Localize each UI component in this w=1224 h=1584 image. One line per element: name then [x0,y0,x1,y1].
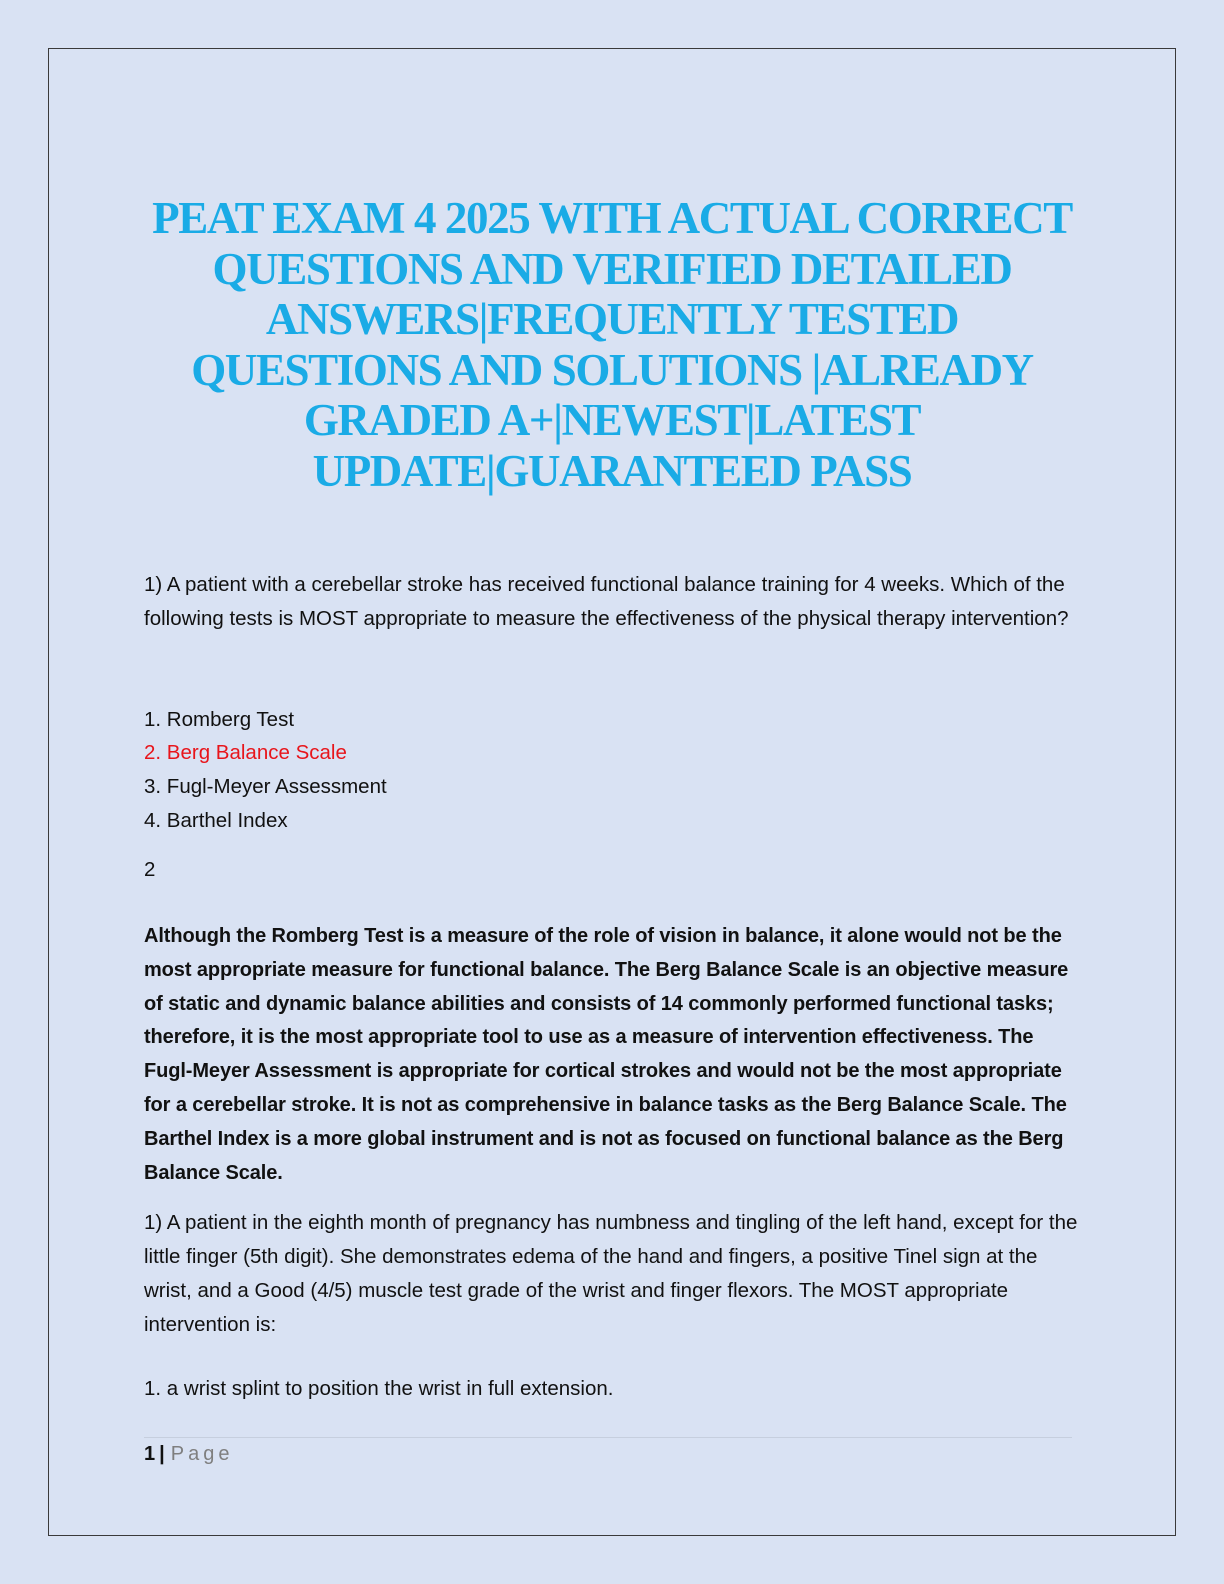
question-1-explanation: Although the Romberg Test is a measure of the role of vision in balance, it alone would not be the most appropriate measure for functional balance. The Berg Balance Scale is an objective measure of static and dynamic balance abilities and consists of 14 commonly performed functional tasks; therefore, it is the most appropriate tool to use as a measure of intervention effectiveness. The Fugl-Meyer Assessment is appropriate for cortical strokes and would not be the most appropriate for a cerebellar stroke. It is not as comprehensive in balance tasks as the Berg Balance Scale. The Barthel Index is a more global instrument and is not as focused on functional balance as the Berg Balance Scale. [144,925,1069,1184]
question-1-option-4: 4. Barthel Index [144,809,288,832]
page-footer [144,1440,233,1468]
document-title: PEAT EXAM 4 2025 WITH ACTUAL CORRECT QUESTIONS AND VERIFIED DETAILED ANSWERS|FREQUENTLY TESTED QUESTIONS AND SOLUTIONS |ALREADY GRADED A+|NEWEST|LATEST UPDATE|GUARANTEED PASS [152,193,1072,496]
page-label: Page [170,1443,234,1465]
question-1-answer: 2 [144,858,156,881]
question-2-text: 1) A patient in the eighth month of pregnancy has numbness and tingling of the left hand, except for the little finger (5th digit). She demonstrates edema of the hand and fingers, a positive Tinel sign at the wrist, and a Good (4/5) muscle test grade of the wrist and finger flexors. The MOST appropriate intervention is: [144,1211,1078,1336]
question-2-option-1: 1. a wrist splint to position the wrist in full extension. [144,1377,614,1400]
footer-divider [144,1437,1072,1438]
question-1-option-3: 3. Fugl-Meyer Assessment [144,775,387,798]
footer-separator: | [159,1443,165,1465]
page-number: 1 [144,1443,156,1465]
question-1-option-2-correct: 2. Berg Balance Scale [144,741,347,764]
question-1-option-1: 1. Romberg Test [144,708,295,731]
question-1-text: 1) A patient with a cerebellar stroke has received functional balance training for 4 weeks. Which of the following tests is MOST appropriate to measure the effectiveness of the physical therapy intervention? [144,573,1069,630]
